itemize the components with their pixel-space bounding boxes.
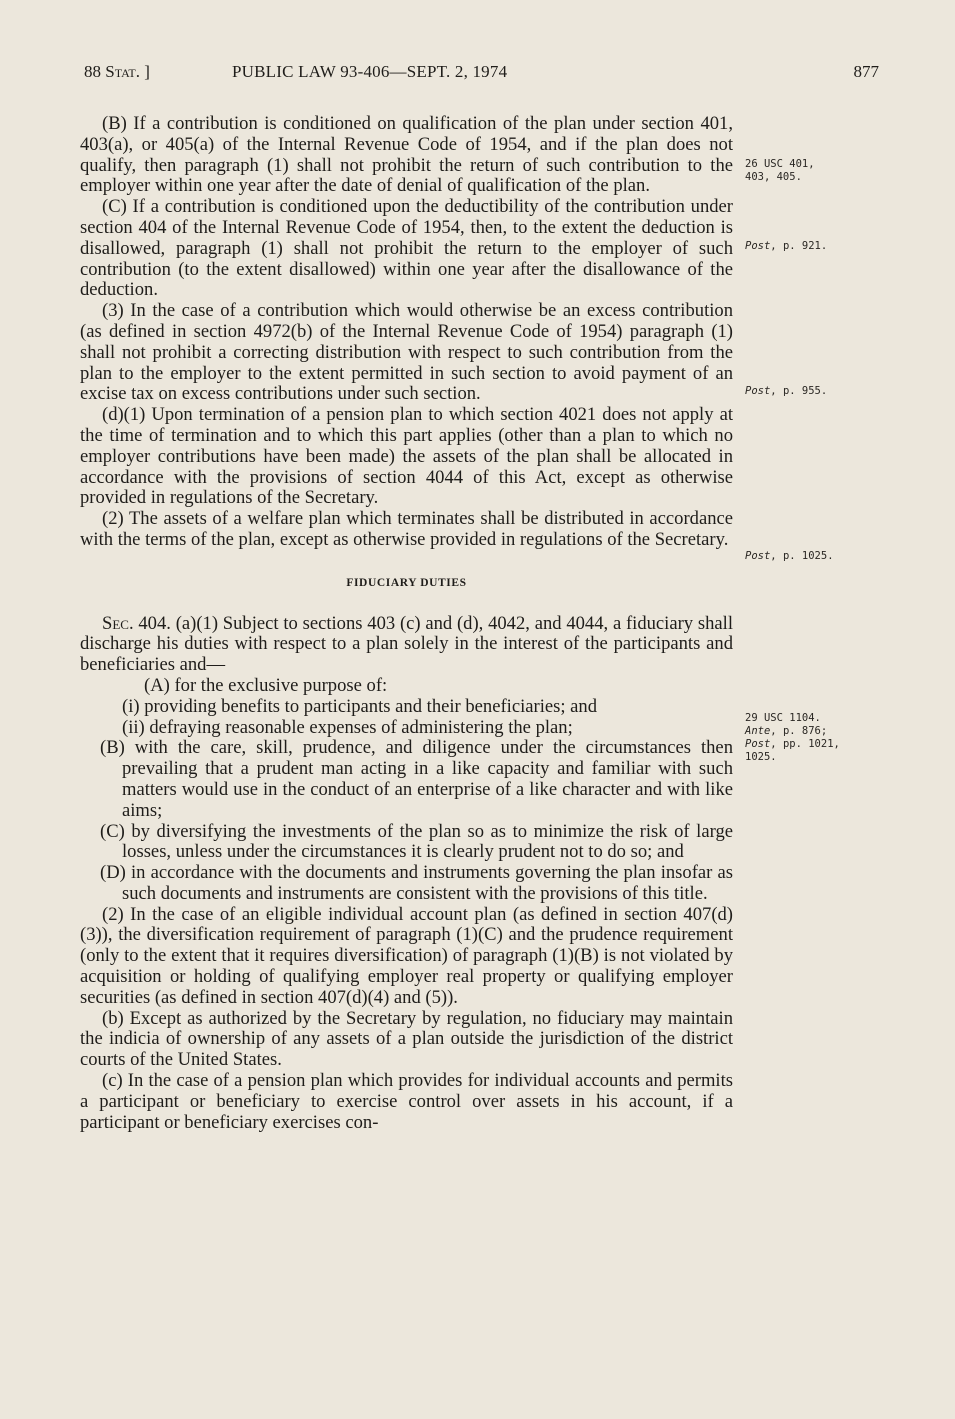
section-label: Sec. 404.	[102, 612, 171, 634]
margin-note-post: Post	[745, 550, 771, 562]
margin-note-usc-1104	[745, 712, 875, 764]
section-404	[80, 614, 733, 676]
paragraph-d1: (d)(1) Upon termination of a pension plan to which section 4021 does not apply at the time of termination and to which this part applies (other than a plan to which no employer contributions have been made) the assets of the plan shall be allocated in accordance with the provisions of section 4044 of this Act, except as otherwise provided in regulations of the Secretary.	[80, 404, 733, 509]
clause-a-ii: (ii) defraying reasonable expenses of administering the plan;	[122, 716, 573, 738]
clause-b: (B) with the care, skill, prudence, and diligence under the circumstances then prevailing that a prudent man acting in a like capacity and familiar with such matters would use in the conduct of an enterprise of a like character and with like aims;	[100, 737, 733, 821]
volume-number: 88	[84, 62, 101, 81]
paragraph-b2: (b) Except as authorized by the Secretary by regulation, no fiduciary may maintain the indicia of ownership of any assets of a plan outside the jurisdiction of the district courts of the United States.	[80, 1007, 733, 1071]
margin-note-ante: Ante	[745, 725, 771, 737]
margin-note-line	[745, 725, 875, 738]
paragraph-c: (C) If a contribution is conditioned upon the deductibility of the contribution under section 404 of the Internal Revenue Code of 1954, then, to the extent the deduction is disallowed, paragraph (1) shall not prohibit the return to the employer of such contribution (to the extent disallowed) within one year after the disallowance of the deduction.	[80, 196, 733, 301]
page-number: 877	[853, 62, 879, 81]
margin-note-post: Post	[745, 738, 771, 750]
clause-a: (A) for the exclusive purpose of:	[144, 674, 388, 696]
margin-note-post-1025	[745, 550, 875, 563]
paragraph-c2: (c) In the case of a pension plan which provides for individual accounts and permits a participant or beneficiary to exercise control over assets in his account, if a participant or beneficiary exercises con-	[80, 1070, 733, 1133]
margin-note-post-921	[745, 240, 875, 253]
margin-note-page: , p. 955.	[770, 385, 828, 397]
paragraph-b: (B) If a contribution is conditioned on qualification of the plan under section 401, 403(a), or 405(a) of the Internal Revenue Code of 1954, and if the plan does not qualify, then paragraph (1) shall not prohibit the return of such contribution to the employer within one year after the date of denial of qualification of the plan.	[80, 113, 733, 197]
volume-bracket: ]	[144, 62, 150, 81]
volume-word: Stat.	[105, 62, 140, 81]
margin-note-line: 29 USC 1104.	[745, 712, 821, 724]
clause-c: (C) by diversifying the investments of the plan so as to minimize the risk of large losses, unless under the circumstances it is clearly prudent not to do so; and	[100, 820, 733, 863]
margin-note-page: , p. 876;	[770, 725, 828, 737]
margin-note-line: 1025.	[745, 751, 777, 763]
running-title: PUBLIC LAW 93-406—SEPT. 2, 1974	[232, 62, 508, 81]
margin-note-page: , pp. 1021,	[770, 738, 840, 750]
section-heading: FIDUCIARY DUTIES	[346, 576, 467, 589]
main-text	[80, 114, 733, 1133]
margin-note-line	[745, 738, 875, 751]
page-header	[84, 62, 879, 92]
clause-a-i: (i) providing benefits to participants and their beneficiaries; and	[122, 695, 598, 717]
section-404-text: (a)(1) Subject to sections 403 (c) and (d), 4042, and 4044, a fiduciary shall discharge his duties with respect to a plan solely in the interest of the participants and beneficiaries and—	[80, 612, 733, 676]
margin-note-line: 26 USC 401,	[745, 158, 815, 170]
margin-note-page: , p. 921.	[770, 240, 828, 252]
clause-d: (D) in accordance with the documents and instruments governing the plan insofar as such documents and instruments are consistent with the provisions of this title.	[100, 862, 733, 904]
margin-note-page: , p. 1025.	[770, 550, 834, 562]
margin-note-line: 403, 405.	[745, 171, 802, 183]
volume-reference	[84, 62, 150, 82]
margin-note-post: Post	[745, 385, 771, 397]
paragraph-a2: (2) In the case of an eligible individual account plan (as defined in section 407(d)(3)), the diversification requirement of paragraph (1)(C) and the prudence requirement (only to the extent that it requires diversification) of paragraph (1)(B) is not violated by acquisition or holding of qualifying employer real property or qualifying employer securities (as defined in section 407(d)(4) and (5)).	[80, 903, 733, 1008]
paragraph-3: (3) In the case of a contribution which would otherwise be an excess contribution (as defined in section 4972(b) of the Internal Revenue Code of 1954) paragraph (1) shall not prohibit a correcting distribution with respect to such contribution from the plan to the employer to the extent permitted in such section to avoid payment of an excise tax on excess contributions under such section.	[80, 300, 733, 405]
margin-note-post-955	[745, 385, 875, 398]
margin-note-usc-401	[745, 158, 875, 184]
margin-note-post: Post	[745, 240, 771, 252]
paragraph-d2: (2) The assets of a welfare plan which terminates shall be distributed in accordance with the terms of the plan, except as otherwise provided in regulations of the Secretary.	[80, 508, 733, 550]
